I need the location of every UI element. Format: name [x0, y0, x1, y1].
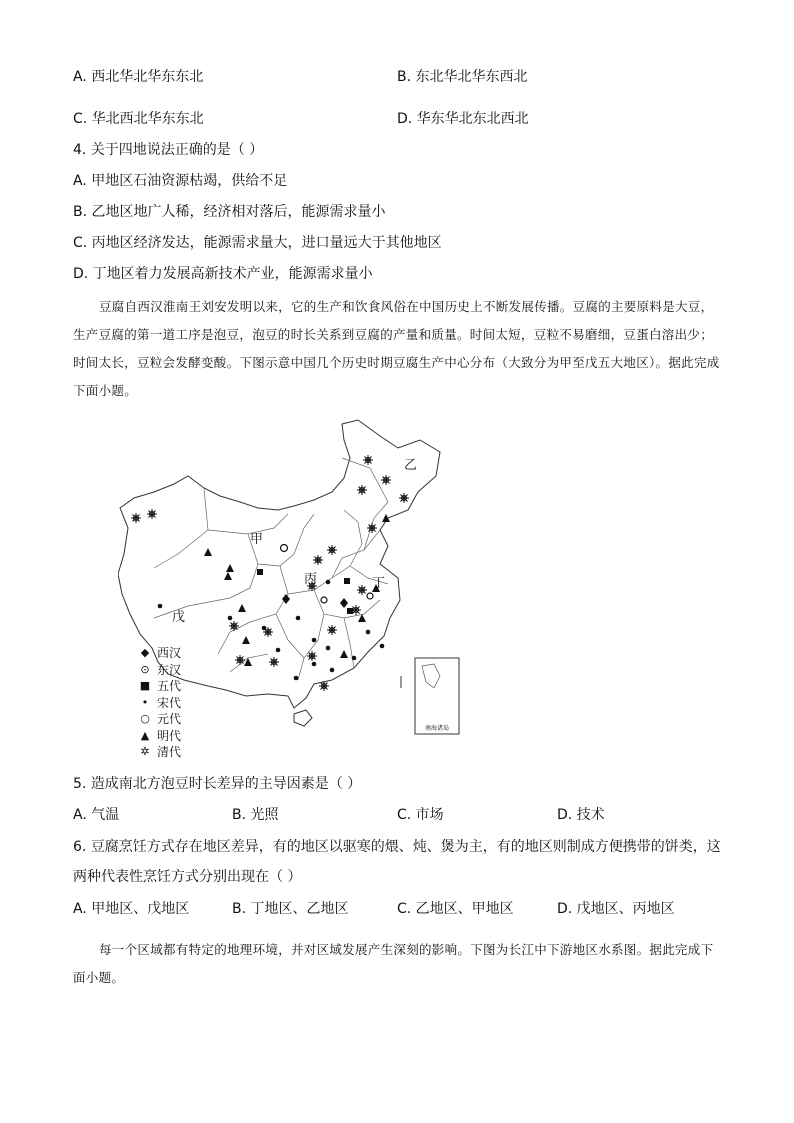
dot-ring-icon: ⊙ — [140, 662, 150, 676]
triangle-marker — [226, 564, 234, 572]
q6-option-a: A. 甲地区、戊地区 — [73, 901, 190, 917]
diamond-marker — [340, 598, 348, 608]
region-label-ding: 丁 — [372, 576, 386, 591]
q5-option-c: C. 市场 — [397, 807, 444, 823]
legend-item: ◆ 西汉 — [140, 646, 182, 660]
square-marker — [344, 578, 350, 584]
sun-icon: ✲ — [140, 745, 150, 758]
dot-marker — [380, 644, 385, 649]
region-label-jia: 甲 — [250, 532, 264, 547]
q6-option-b: B. 丁地区、乙地区 — [232, 901, 349, 917]
q4-option-b: B. 乙地区地广人稀，经济相对落后，能源需求量小 — [73, 204, 386, 220]
q3-option-d: D. 华东华北东北西北 — [397, 111, 529, 127]
q4-option-d: D. 丁地区着力发展高新技术产业，能源需求量小 — [73, 266, 373, 282]
dot-marker — [228, 616, 233, 621]
q4-option-c: C. 丙地区经济发达，能源需求量大，进口量远大于其他地区 — [73, 235, 442, 251]
triangle-marker — [224, 572, 232, 580]
circle-icon: ○ — [140, 712, 150, 725]
q5-stem: 5. 造成南北方泡豆时长差异的主导因素是（ ） — [73, 776, 362, 792]
q4-stem: 4. 关于四地说法正确的是（ ） — [73, 142, 264, 158]
q3-option-a: A. 西北华北华东东北 — [73, 69, 204, 85]
legend-item: ▲ 明代 — [140, 728, 182, 743]
q6-option-d: D. 戊地区、丙地区 — [557, 901, 675, 917]
legend-item: ○ 元代 — [140, 712, 182, 726]
dot-marker — [312, 638, 317, 643]
dot-marker — [312, 662, 317, 667]
q6-option-c: C. 乙地区、甲地区 — [397, 901, 514, 917]
q5-option-a: A. 气温 — [73, 807, 120, 823]
q5-option-b: B. 光照 — [232, 807, 279, 823]
dot-marker — [158, 604, 163, 609]
dot-marker — [326, 580, 331, 585]
q6-stem-line1: 6. 豆腐烹饪方式存在地区差异，有的地区以驱寒的煨、炖、煲为主，有的地区则制成方便携带的饼类，这 — [73, 839, 721, 855]
dot-marker — [294, 676, 299, 681]
province-borders — [154, 458, 388, 680]
legend-item: ■ 五代 — [139, 679, 182, 693]
dot-marker — [366, 630, 371, 635]
triangle-marker — [340, 650, 348, 658]
triangle-icon: ▲ — [140, 728, 150, 742]
region-label-bing: 丙 — [304, 572, 318, 587]
dot-marker — [330, 668, 335, 673]
square-icon: ■ — [139, 679, 151, 692]
region-label-yi: 乙 — [404, 458, 418, 473]
legend-item: • 宋代 — [139, 695, 181, 712]
dot-marker — [352, 656, 357, 661]
triangle-marker — [238, 604, 246, 612]
ring-marker — [321, 597, 327, 603]
triangle-marker — [204, 548, 212, 556]
q6-stem-line2: 两种代表性烹饪方式分别出现在（ ） — [73, 869, 302, 885]
triangle-marker — [242, 636, 250, 644]
passage-yangtze: 每一个区域都有特定的地理环境，并对区域发展产生深刻的影响。下图为长江中下游地区水系图。据此完成下面小题。 — [73, 942, 714, 985]
q3-option-c: C. 华北西北华东东北 — [73, 111, 204, 127]
dot-icon: • — [141, 695, 149, 709]
dot-marker — [326, 646, 331, 651]
q3-option-b: B. 东北华北华东西北 — [397, 69, 528, 85]
ring-marker — [281, 545, 288, 552]
hainan-island — [294, 710, 312, 726]
legend-item: ⊙ 东汉 — [140, 662, 182, 677]
diamond-icon: ◆ — [140, 646, 150, 659]
map-legend — [139, 645, 181, 761]
square-marker — [257, 569, 263, 575]
triangle-marker — [244, 658, 252, 666]
dot-marker — [296, 616, 301, 621]
ring-marker — [367, 593, 373, 599]
dot-marker — [276, 648, 281, 653]
legend-item: ✲ 清代 — [140, 745, 182, 759]
inset-label: 南海诸岛 — [424, 725, 450, 732]
square-marker — [347, 608, 353, 614]
passage-tofu: 豆腐自西汉淮南王刘安发明以来，它的生产和饮食风俗在中国历史上不断发展传播。豆腐的主要原料是大豆，生产豆腐的第一道工序是泡豆，泡豆的时长关系到豆腐的产量和质量。时间太短，豆粒不易磨细，豆蛋白溶出少；时间太长，豆粒会发酵变酸。下图示意中国几个历史时期豆腐生产中心分布（大致分为甲至戊五大地区）。据此完成下面小题。 — [73, 299, 720, 398]
q5-option-d: D. 技术 — [557, 807, 605, 823]
q4-option-a: A. 甲地区石油资源枯竭，供给不足 — [73, 173, 288, 189]
region-label-wu: 戊 — [172, 610, 186, 625]
